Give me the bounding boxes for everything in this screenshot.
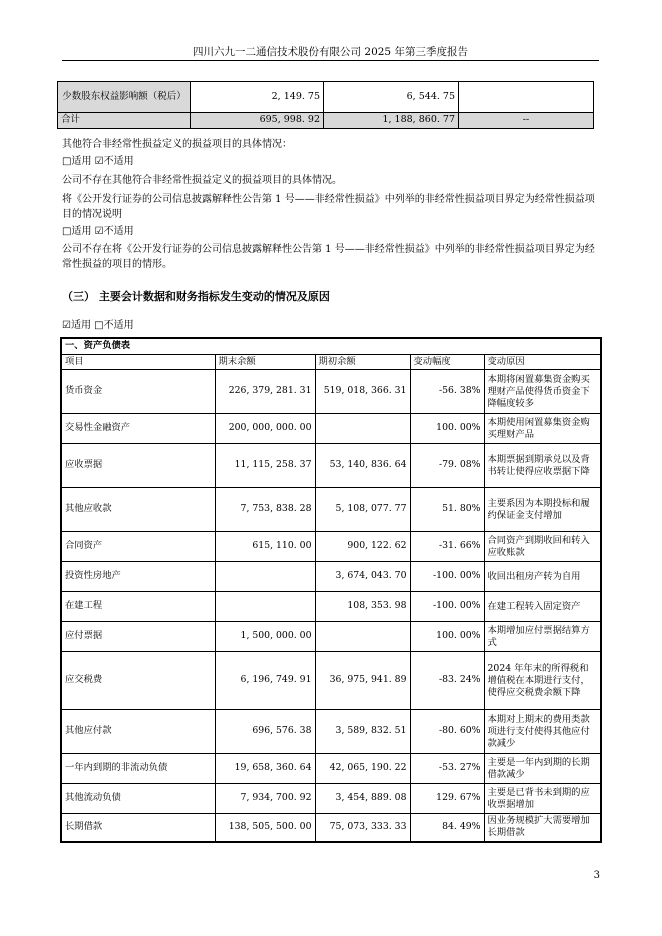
end-balance: 11, 115, 258. 37 bbox=[215, 444, 315, 488]
item-cell: 交易性金融资产 bbox=[61, 414, 215, 444]
balance-sheet-table bbox=[60, 337, 602, 843]
table-row bbox=[61, 622, 601, 652]
paragraph: 将《公开发行证券的公司信息披露解释性公告第 1 号——非经常性损益》中列举的非经常性损益项目界定为经常性损益项目的情况说明 bbox=[62, 194, 595, 220]
note-cell: -- bbox=[459, 113, 594, 129]
item-cell: 长期借款 bbox=[61, 814, 215, 842]
header-row bbox=[61, 355, 601, 370]
end-balance: 7, 934, 700. 92 bbox=[215, 784, 315, 814]
section-row bbox=[61, 338, 601, 355]
begin-balance bbox=[315, 414, 410, 444]
change-reason: 本期增加应付票据结算方式 bbox=[484, 622, 601, 652]
change-reason: 主要是已背书未到期的应收票据增加 bbox=[484, 784, 601, 814]
begin-balance: 42, 065, 190. 22 bbox=[315, 754, 410, 784]
change-rate: 129. 67% bbox=[410, 784, 484, 814]
begin-balance bbox=[315, 622, 410, 652]
change-rate: -80. 60% bbox=[410, 710, 484, 754]
begin-balance: 75, 073, 333. 33 bbox=[315, 814, 410, 842]
applicability-note: □适用 ☑不适用 bbox=[62, 156, 134, 167]
change-rate: 100. 00% bbox=[410, 414, 484, 444]
table-row bbox=[61, 488, 601, 532]
table-row bbox=[61, 652, 601, 710]
item-cell: 应交税费 bbox=[61, 652, 215, 710]
begin-balance: 5, 108, 077. 77 bbox=[315, 488, 410, 532]
begin-balance: 3, 589, 832. 51 bbox=[315, 710, 410, 754]
end-balance: 696, 576. 38 bbox=[215, 710, 315, 754]
paragraph: 公司不存在将《公开发行证券的公司信息披露解释性公告第 1 号——非经常性损益》中列举的非经常性损益项目界定为经常性损益的项目的情形。 bbox=[62, 244, 595, 270]
applicability-note: ☑适用 □不适用 bbox=[62, 320, 134, 331]
item-cell: 应付票据 bbox=[61, 622, 215, 652]
page-number: 3 bbox=[593, 870, 600, 881]
table-row bbox=[61, 532, 601, 562]
end-balance: 226, 379, 281. 31 bbox=[215, 370, 315, 414]
end-balance: 6, 196, 749. 91 bbox=[215, 652, 315, 710]
column-header: 变动幅度 bbox=[410, 355, 484, 370]
column-header: 期初余额 bbox=[315, 355, 410, 370]
change-rate: -31. 66% bbox=[410, 532, 484, 562]
begin-balance: 53, 140, 836. 64 bbox=[315, 444, 410, 488]
current-value: 2, 149. 75 bbox=[191, 82, 324, 113]
end-balance: 200, 000, 000. 00 bbox=[215, 414, 315, 444]
change-rate: 51. 80% bbox=[410, 488, 484, 532]
note-cell bbox=[459, 82, 594, 113]
begin-balance: 36, 975, 941. 89 bbox=[315, 652, 410, 710]
current-value: 695, 998. 92 bbox=[191, 113, 324, 129]
end-balance: 138, 505, 500. 00 bbox=[215, 814, 315, 842]
change-reason: 2024 年年末的所得税和增值税在本期进行支付，使得应交税费余额下降 bbox=[484, 652, 601, 710]
paragraph: 公司不存在其他符合非经常性损益定义的损益项目的具体情况。 bbox=[62, 175, 342, 186]
table-row bbox=[61, 562, 601, 592]
table-row bbox=[61, 814, 601, 842]
change-rate: -100. 00% bbox=[410, 592, 484, 622]
change-reason: 本期使用闲置募集资金购买理财产品 bbox=[484, 414, 601, 444]
change-rate: -83. 24% bbox=[410, 652, 484, 710]
change-rate: -100. 00% bbox=[410, 562, 484, 592]
item-cell: 投资性房地产 bbox=[61, 562, 215, 592]
item-cell: 在建工程 bbox=[61, 592, 215, 622]
paragraph: 其他符合非经常性损益定义的损益项目的具体情况： bbox=[62, 139, 292, 150]
change-reason: 收回出租房产转为自用 bbox=[484, 562, 601, 592]
item-cell: 其他流动负债 bbox=[61, 784, 215, 814]
table-row bbox=[61, 370, 601, 414]
item-cell: 合同资产 bbox=[61, 532, 215, 562]
column-header: 期末余额 bbox=[215, 355, 315, 370]
applicability-note: □适用 ☑不适用 bbox=[62, 226, 134, 237]
change-reason: 因业务规模扩大需要增加长期借款 bbox=[484, 814, 601, 842]
table-row bbox=[58, 82, 594, 113]
change-reason: 合同资产到期收回和转入应收账款 bbox=[484, 532, 601, 562]
end-balance bbox=[215, 562, 315, 592]
begin-balance: 3, 674, 043. 70 bbox=[315, 562, 410, 592]
begin-balance: 108, 353. 98 bbox=[315, 592, 410, 622]
table-row bbox=[58, 113, 594, 129]
change-rate: -56. 38% bbox=[410, 370, 484, 414]
change-reason: 本期将闲置募集资金购买理财产品使得货币资金下降幅度较多 bbox=[484, 370, 601, 414]
item-cell: 一年内到期的非流动负债 bbox=[61, 754, 215, 784]
begin-balance: 3, 454, 889. 08 bbox=[315, 784, 410, 814]
ytd-value: 6, 544. 75 bbox=[324, 82, 459, 113]
change-reason: 在建工程转入固定资产 bbox=[484, 592, 601, 622]
change-reason: 主要系因为本期投标和履约保证金支付增加 bbox=[484, 488, 601, 532]
header-rule bbox=[62, 60, 599, 61]
row-label: 合计 bbox=[58, 113, 191, 129]
end-balance: 615, 110. 00 bbox=[215, 532, 315, 562]
item-cell: 货币资金 bbox=[61, 370, 215, 414]
end-balance: 7, 753, 838. 28 bbox=[215, 488, 315, 532]
table-row bbox=[61, 592, 601, 622]
table-row bbox=[61, 444, 601, 488]
ytd-value: 1, 188, 860. 77 bbox=[324, 113, 459, 129]
item-cell: 应收票据 bbox=[61, 444, 215, 488]
section-title: （三） 主要会计数据和财务指标发生变动的情况及原因 bbox=[62, 290, 330, 303]
table-row bbox=[61, 414, 601, 444]
end-balance: 19, 658, 360. 64 bbox=[215, 754, 315, 784]
change-rate: 100. 00% bbox=[410, 622, 484, 652]
change-rate: 84. 49% bbox=[410, 814, 484, 842]
section-label: 一、资产负债表 bbox=[61, 338, 601, 355]
begin-balance: 900, 122. 62 bbox=[315, 532, 410, 562]
item-cell: 其他应收款 bbox=[61, 488, 215, 532]
table-row bbox=[61, 784, 601, 814]
change-rate: -79. 08% bbox=[410, 444, 484, 488]
column-header: 变动原因 bbox=[484, 355, 601, 370]
column-header: 项目 bbox=[61, 355, 215, 370]
non-recurring-table bbox=[57, 81, 594, 129]
change-reason: 主要是一年内到期的长期借款减少 bbox=[484, 754, 601, 784]
item-cell: 其他应付款 bbox=[61, 710, 215, 754]
row-label: 少数股东权益影响额（税后） bbox=[58, 82, 191, 113]
change-reason: 本期票据到期承兑以及背书转让使得应收票据下降 bbox=[484, 444, 601, 488]
table-row bbox=[61, 754, 601, 784]
end-balance bbox=[215, 592, 315, 622]
table-row bbox=[61, 710, 601, 754]
change-rate: -53. 27% bbox=[410, 754, 484, 784]
change-reason: 本期对上期末的费用类款项进行支付使得其他应付款减少 bbox=[484, 710, 601, 754]
begin-balance: 519, 018, 366. 31 bbox=[315, 370, 410, 414]
end-balance: 1, 500, 000. 00 bbox=[215, 622, 315, 652]
page-header: 四川六九一二通信技术股份有限公司 2025 年第三季度报告 bbox=[193, 46, 468, 58]
